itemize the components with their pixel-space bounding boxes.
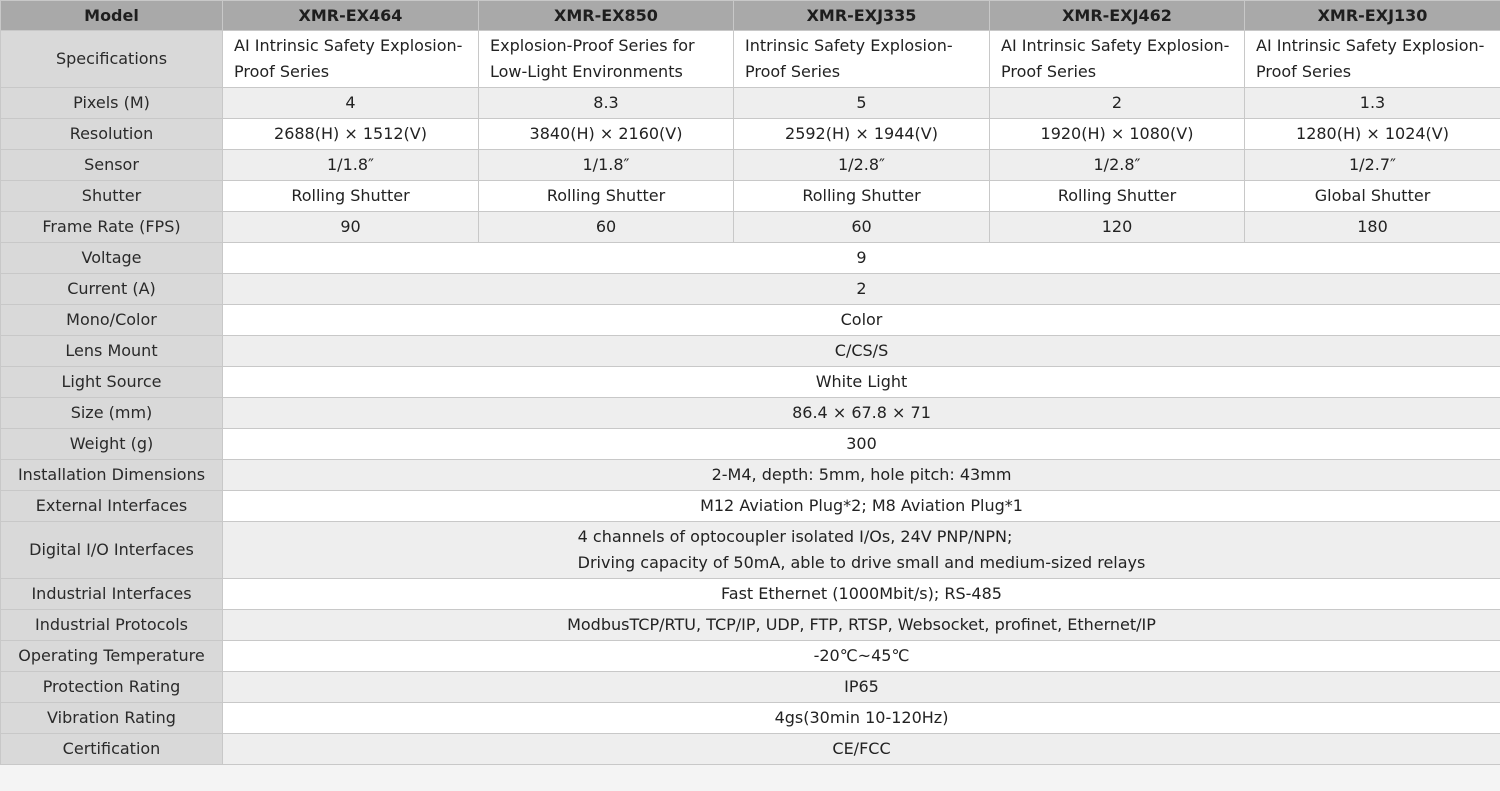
cell-value [223,522,1500,579]
cell-value: White Light [223,367,1500,398]
cell-value: 120 [990,212,1245,243]
cell-value: Rolling Shutter [479,181,734,212]
row-installation-dimensions [1,460,1500,491]
row-digital-io [1,522,1500,579]
cell-value: 180 [1245,212,1500,243]
row-industrial-interfaces [1,579,1500,610]
cell-value: 1280(H) × 1024(V) [1245,119,1500,150]
row-current [1,274,1500,305]
row-label: External Interfaces [1,491,223,522]
cell-value: 4 [223,88,479,119]
cell-value: C/CS/S [223,336,1500,367]
row-label: Certification [1,734,223,765]
cell-value: 1/2.7″ [1245,150,1500,181]
model-name: XMR-EX464 [223,1,479,31]
cell-value: AI Intrinsic Safety Explosion-Proof Series [1245,31,1500,88]
cell-value: 1/1.8″ [223,150,479,181]
cell-value: AI Intrinsic Safety Explosion-Proof Series [990,31,1245,88]
cell-value: Color [223,305,1500,336]
row-label: Operating Temperature [1,641,223,672]
row-label: Protection Rating [1,672,223,703]
row-label: Industrial Interfaces [1,579,223,610]
io-line-1: 4 channels of optocoupler isolated I/Os, 24V PNP/NPN; [577,527,1013,546]
cell-value: 1/2.8″ [734,150,990,181]
cell-value: CE/FCC [223,734,1500,765]
row-label: Voltage [1,243,223,274]
cell-value: 4gs(30min 10-120Hz) [223,703,1500,734]
cell-value: 1.3 [1245,88,1500,119]
cell-value: Explosion-Proof Series for Low-Light Environments [479,31,734,88]
cell-value: 1920(H) × 1080(V) [990,119,1245,150]
row-label: Light Source [1,367,223,398]
header-row [1,1,1500,31]
cell-value: 60 [734,212,990,243]
model-name: XMR-EXJ462 [990,1,1245,31]
io-line-2: Driving capacity of 50mA, able to drive small and medium-sized relays [577,553,1146,572]
cell-value: 2688(H) × 1512(V) [223,119,479,150]
row-vibration-rating [1,703,1500,734]
row-label: Resolution [1,119,223,150]
row-pixels [1,88,1500,119]
row-size [1,398,1500,429]
row-protection-rating [1,672,1500,703]
model-header: Model [1,1,223,31]
row-label: Industrial Protocols [1,610,223,641]
row-label: Lens Mount [1,336,223,367]
model-name: XMR-EXJ130 [1245,1,1500,31]
row-mono-color [1,305,1500,336]
row-operating-temperature [1,641,1500,672]
model-name: XMR-EXJ335 [734,1,990,31]
row-label: Frame Rate (FPS) [1,212,223,243]
row-label: Size (mm) [1,398,223,429]
cell-value: M12 Aviation Plug*2; M8 Aviation Plug*1 [223,491,1500,522]
row-label: Digital I/O Interfaces [1,522,223,579]
row-label: Pixels (M) [1,88,223,119]
row-sensor [1,150,1500,181]
row-label: Sensor [1,150,223,181]
cell-value: 2 [990,88,1245,119]
row-light-source [1,367,1500,398]
row-label: Current (A) [1,274,223,305]
cell-value: 8.3 [479,88,734,119]
cell-value: Rolling Shutter [734,181,990,212]
model-name: XMR-EX850 [479,1,734,31]
row-label: Specifications [1,31,223,88]
cell-value: 1/1.8″ [479,150,734,181]
cell-value: IP65 [223,672,1500,703]
row-certification [1,734,1500,765]
row-shutter [1,181,1500,212]
row-specifications [1,31,1500,88]
cell-value: Rolling Shutter [223,181,479,212]
cell-value: 2 [223,274,1500,305]
row-label: Mono/Color [1,305,223,336]
cell-value: 2592(H) × 1944(V) [734,119,990,150]
cell-value: 60 [479,212,734,243]
row-label: Shutter [1,181,223,212]
row-lens-mount [1,336,1500,367]
row-resolution [1,119,1500,150]
cell-value: 9 [223,243,1500,274]
row-external-interfaces [1,491,1500,522]
cell-value: Fast Ethernet (1000Mbit/s); RS-485 [223,579,1500,610]
cell-value: ModbusTCP/RTU, TCP/IP, UDP, FTP, RTSP, Websocket, profinet, Ethernet/IP [223,610,1500,641]
cell-value: 1/2.8″ [990,150,1245,181]
row-label: Weight (g) [1,429,223,460]
row-weight [1,429,1500,460]
row-label: Installation Dimensions [1,460,223,491]
cell-value: 5 [734,88,990,119]
row-label: Vibration Rating [1,703,223,734]
row-industrial-protocols [1,610,1500,641]
cell-value: 86.4 × 67.8 × 71 [223,398,1500,429]
cell-value: AI Intrinsic Safety Explosion-Proof Series [223,31,479,88]
cell-value: Rolling Shutter [990,181,1245,212]
cell-value: Intrinsic Safety Explosion-Proof Series [734,31,990,88]
row-voltage [1,243,1500,274]
cell-value: Global Shutter [1245,181,1500,212]
cell-value: 90 [223,212,479,243]
cell-value: -20℃~45℃ [223,641,1500,672]
cell-value: 300 [223,429,1500,460]
cell-value: 2-M4, depth: 5mm, hole pitch: 43mm [223,460,1500,491]
cell-value: 3840(H) × 2160(V) [479,119,734,150]
row-frame-rate [1,212,1500,243]
io-text-block [578,524,1146,576]
